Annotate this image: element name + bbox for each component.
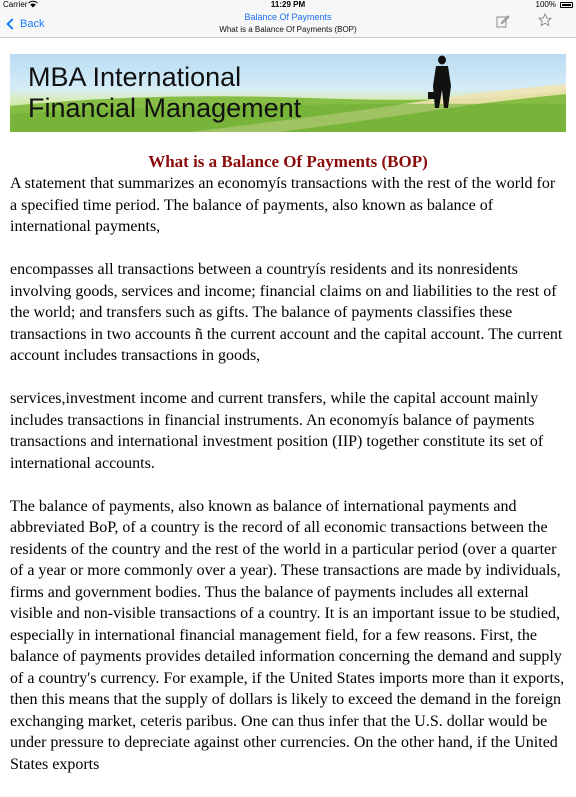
carrier-label: Carrier — [3, 0, 28, 9]
status-bar — [0, 0, 576, 10]
article-paragraph: services,investment income and current transfers, while the capital account mainly includes transactions in financial instruments. An economyís balance of payments transactions and international investment position (IIP) together constitute its set of international accounts. — [10, 390, 544, 472]
nav-subtitle: What is a Balance Of Payments (BOP) — [219, 25, 357, 34]
article-paragraph: encompasses all transactions between a countryís residents and its nonresidents involving goods, services and income; financial claims on and liabilities to the rest of the world; and transfers such as gifts. The balance of payments classifies these transactions in two accounts ñ the current account and the capital account. The current account includes transactions in goods, — [10, 261, 563, 364]
header-banner — [10, 54, 566, 132]
article-paragraph: The balance of payments, also known as balance of international payments and abbreviated BoP, of a country is the record of all economic transactions between the residents of the country and the rest of the world in a particular period (over a quarter of a year or more commonly over a year). These transactions are made by individuals, firms and government bodies. Thus the balance of payments includes all external visible and non-visible transactions of a country. It is an important issue to be studied, especially in international financial management field, for a few reasons. First, the balance of payments provides detailed information concerning the demand and supply of a country's currency. For example, if the United States imports more than it exports, then this means that the supply of dollars is likely to exceed the demand in the foreign exchanging market, ceteris paribus. One can thus infer that the U.S. dollar would be under pressure to depreciate against other currencies. On the other hand, if the United States exports — [10, 497, 565, 773]
battery-percentage: 100% — [535, 0, 556, 9]
article-paragraph: A statement that summarizes an economyís transactions with the rest of the world for a specified time period. The balance of payments, also known as balance of international payments, — [10, 175, 556, 235]
banner-title-line1: MBA International — [28, 62, 242, 92]
banner-title-line2: Financial Management — [28, 93, 302, 123]
battery-icon — [560, 2, 573, 8]
banner-title — [28, 62, 301, 124]
star-icon[interactable] — [538, 13, 552, 27]
nav-title: Balance Of Payments — [244, 12, 332, 22]
edit-note-icon[interactable] — [496, 14, 510, 28]
status-time: 11:29 PM — [270, 0, 306, 9]
article-heading: What is a Balance Of Payments (BOP) — [148, 152, 428, 171]
back-button-label: Back — [20, 18, 45, 30]
navigation-bar — [0, 10, 576, 38]
article-body — [10, 173, 566, 797]
